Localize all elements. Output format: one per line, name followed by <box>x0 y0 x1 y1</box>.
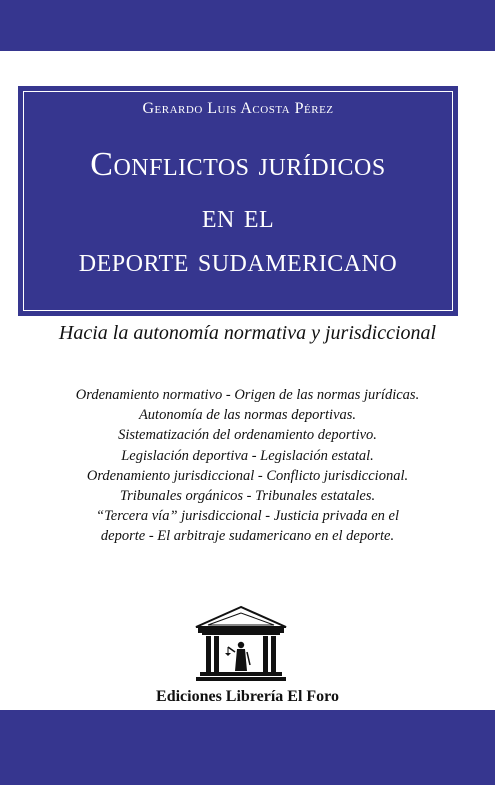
topic-line: “Tercera vía” jurisdiccional - Justicia privada en el <box>96 508 399 525</box>
topic-line: Tribunales orgánicos - Tribunales estatales. <box>119 488 376 505</box>
topic-line: Legislación deportiva - Legislación estatal. <box>121 447 374 464</box>
topic-line: Ordenamiento normativo - Origen de las normas jurídicas. <box>75 387 420 403</box>
book-subtitle: Hacia la autonomía normativa y jurisdiccional <box>58 322 437 344</box>
title-line-3: deporte sudamericano <box>78 242 398 279</box>
topics-list <box>0 385 495 547</box>
topic-line: Autonomía de las normas deportivas. <box>138 407 357 424</box>
topic-line: Ordenamiento jurisdiccional - Conflicto jurisdiccional. <box>86 467 409 484</box>
title-panel <box>18 86 458 316</box>
topic-line: Sistematización del ordenamiento deportivo. <box>118 427 377 444</box>
top-color-band <box>0 0 495 51</box>
temple-with-justice-statue-icon <box>194 605 288 685</box>
bottom-color-band <box>0 710 495 785</box>
title-line-2: en el <box>201 198 275 235</box>
publisher-name: Ediciones Librería El Foro <box>156 688 339 705</box>
title-line-1: Conflictos jurídicos <box>90 146 386 183</box>
author-name: Gerardo Luis Acosta Pérez <box>142 100 334 117</box>
topic-line: deporte - El arbitraje sudamericano en el deporte. <box>100 528 395 545</box>
